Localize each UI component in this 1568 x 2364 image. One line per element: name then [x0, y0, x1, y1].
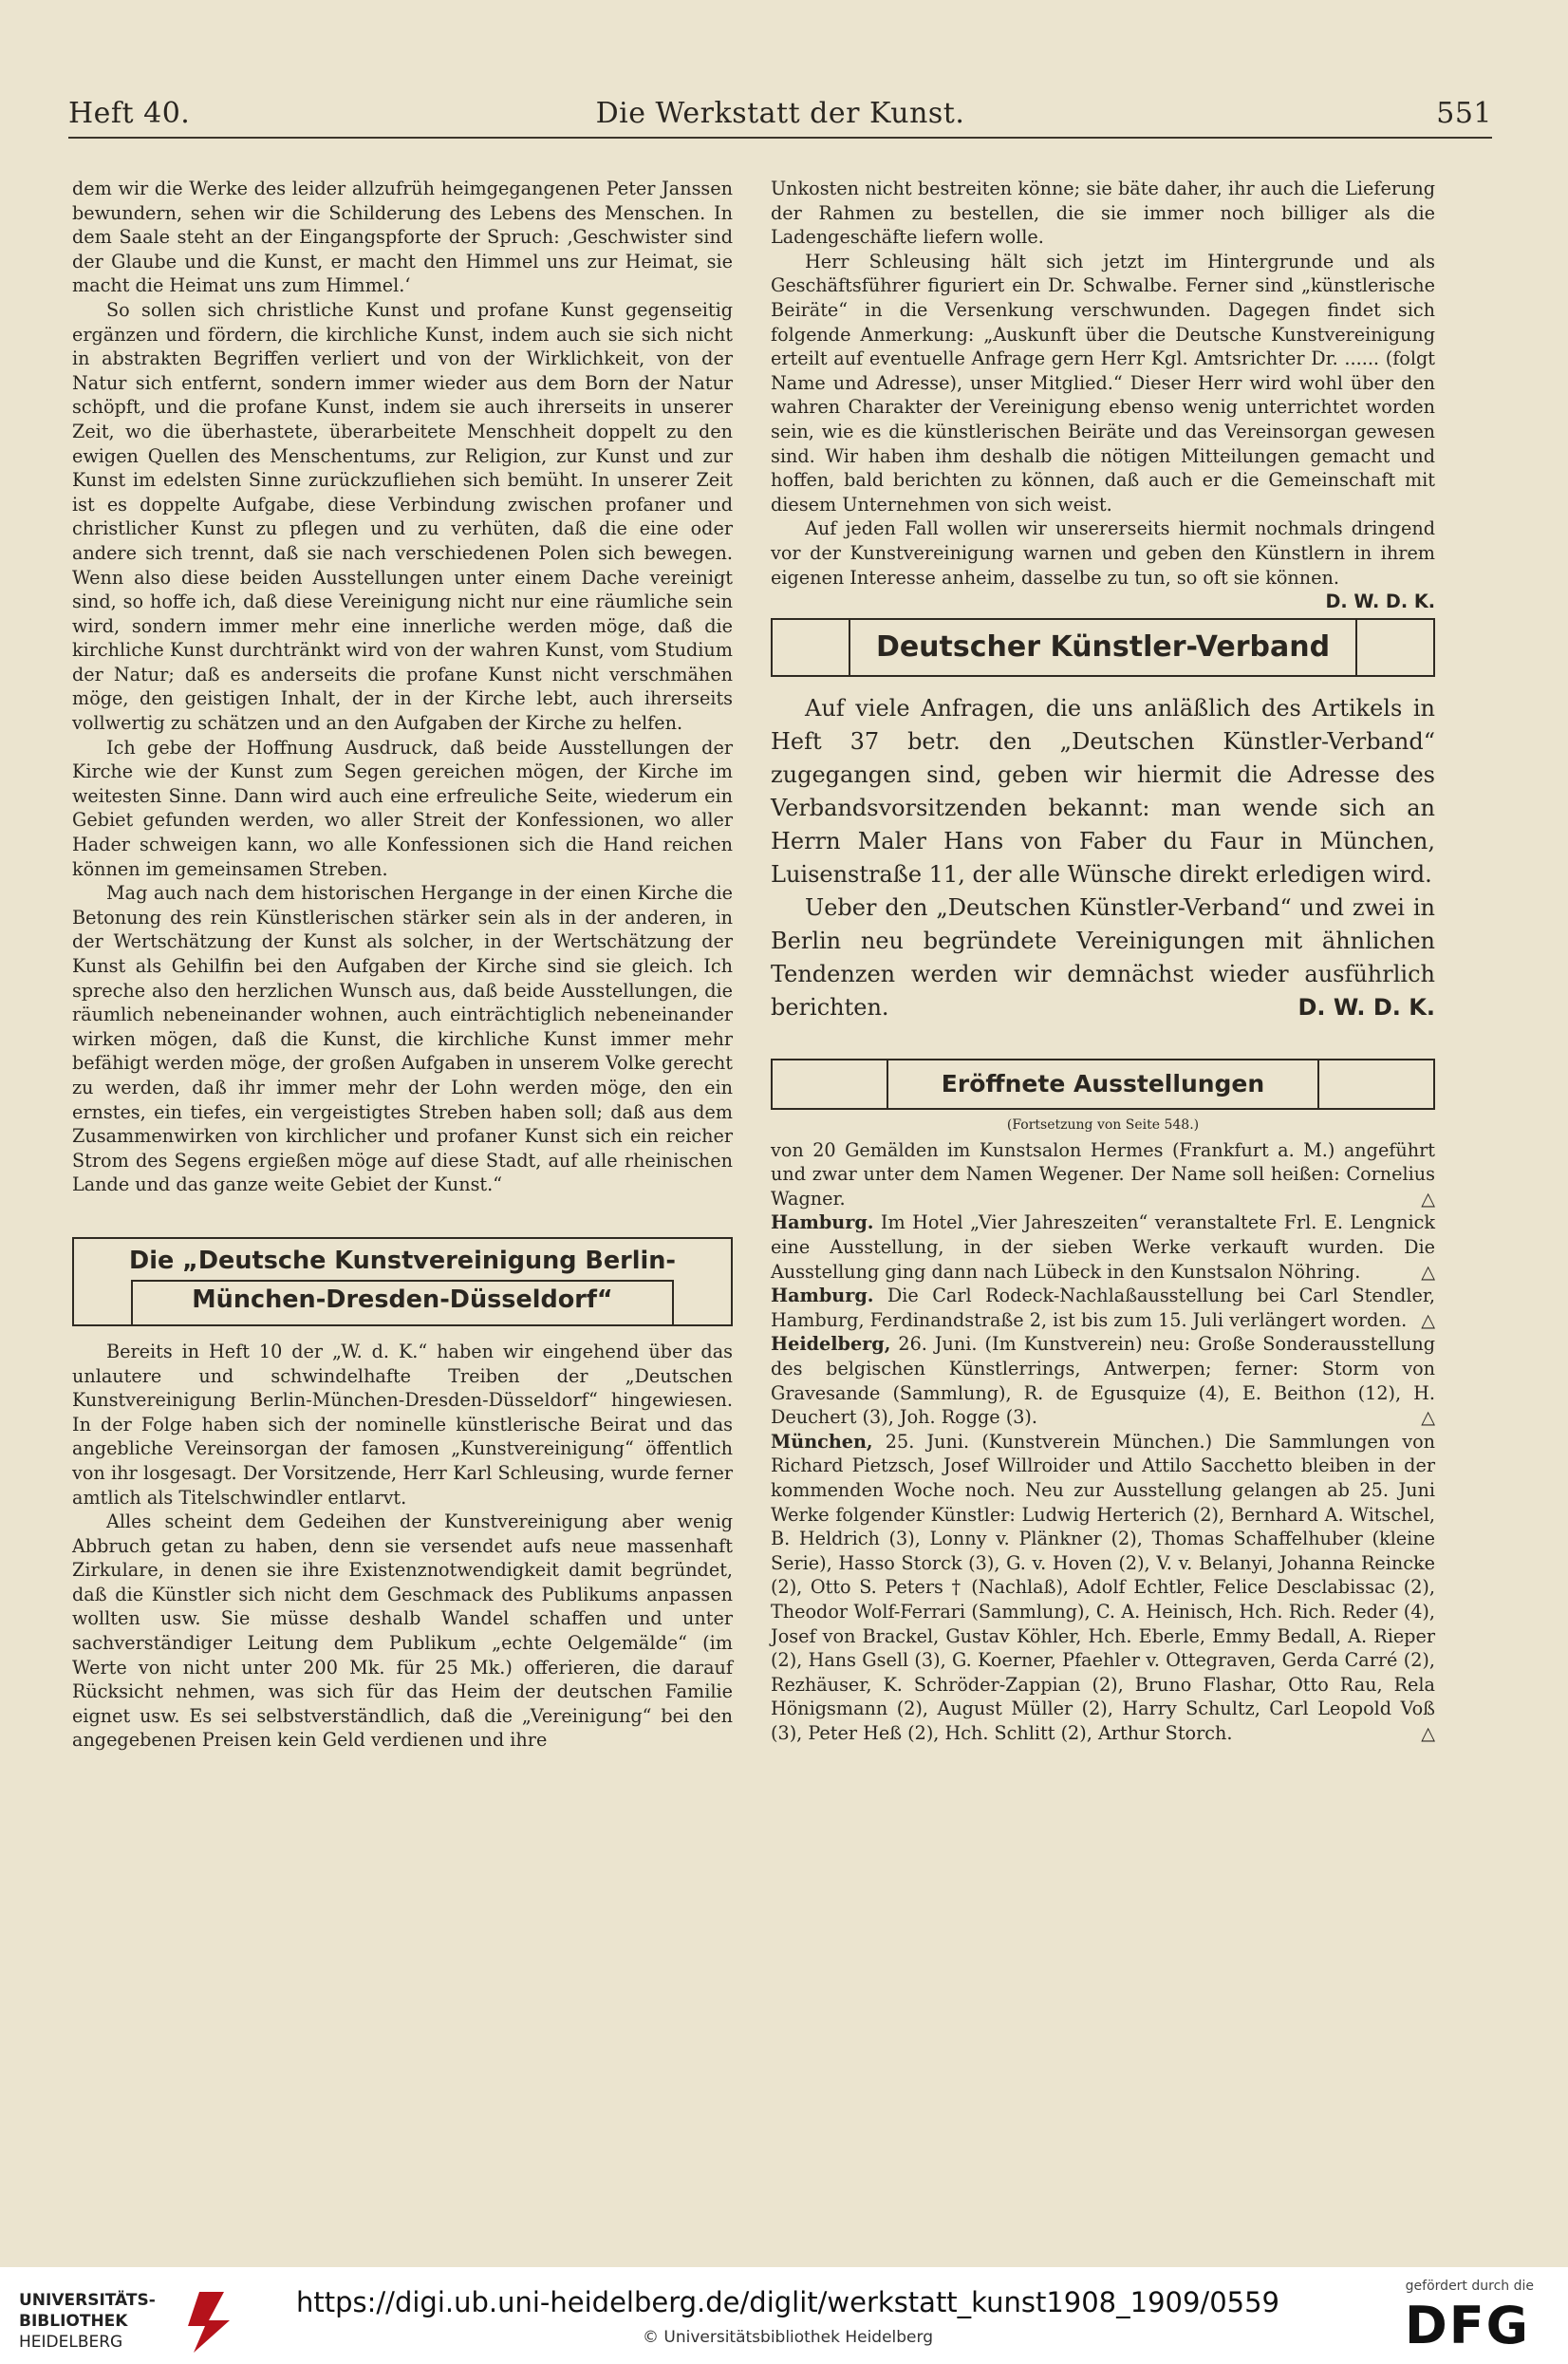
section-heading-box	[771, 1059, 1435, 1110]
journal-title: Die Werkstatt der Kunst.	[595, 97, 965, 130]
triangle-icon: △	[1421, 1187, 1435, 1210]
entry-place: Hamburg.	[771, 1211, 874, 1234]
right-column	[771, 177, 1435, 1746]
dfg-logo[interactable]: DFG	[1404, 2296, 1530, 2355]
entry-text: Die Carl Rodeck-Nachlaßausstellung bei Carl Stendler, Hamburg, Ferdinandstraße 2, ist bis zum 15. Juli verlängert worden.	[771, 1285, 1435, 1331]
section-heading: Eröffnete Ausstellungen	[887, 1060, 1319, 1108]
paragraph: Alles scheint dem Gedeihen der Kunstvereinigung aber wenig Abbruch getan zu haben, denn sie versendet aufs neue massenhaft Zirkulare, in denen sie ihre Existenznotwendigkeit damit begründet, daß die Künstler sich nicht dem Geschmack des Publikums anpassen wollten usw. Sie müsse deshalb Wandel schaffen und unter sachverständiger Leitung dem Publikum „echte Oelgemälde“ (im Werte von nicht unter 200 Mk. für 25 Mk.) offerieren, die darauf Rücksicht nehmen, was sich für das Heim der deutschen Familie eignet usw. Es sei selbstverständlich, daß die „Vereinigung“ bei den angegebenen Preisen kein Geld verdienen und ihre	[72, 1510, 733, 1752]
entry-place: München,	[771, 1430, 873, 1453]
page-header	[68, 97, 1492, 139]
signature: D. W. D. K.	[1297, 994, 1435, 1022]
triangle-icon: △	[1421, 1308, 1435, 1331]
section-heading-line1: Die „Deutsche Kunstvereinigung Berlin-	[129, 1246, 676, 1275]
paragraph: Ich gebe der Hoffnung Ausdruck, daß beide Ausstellungen der Kirche wie der Kunst zum Segen gereichen mögen, der Kirche im weitesten Sinne. Dann wird auch eine erfreuliche Seite, wiederum ein Gebiet gefunden werden, wo aller Streit der Konfessionen, wo aller Hader schweigen kann, wo alle Konfessionen sich die Hand reichen können im gemeinsamen Streben.	[72, 736, 733, 880]
paragraph	[771, 891, 1435, 1024]
paragraph: Auf viele Anfragen, die uns anläßlich des Artikels in Heft 37 betr. den „Deutschen Künstler-Verband“ zugegangen sind, geben wir hiermit die Adresse des Verbandsvorsitzenden bekannt: man wende sich an Herrn Maler Hans von Faber du Faur in München, Luisenstraße 11, der alle Wünsche direkt erledigen wird.	[771, 695, 1435, 889]
exhibition-entry	[771, 1138, 1435, 1211]
verband-notice	[771, 692, 1435, 1024]
paragraph: Unkosten nicht bestreiten könne; sie bäte daher, ihr auch die Lieferung der Rahmen zu bestellen, die sie immer noch billiger als die Ladengeschäfte liefern wolle.	[771, 178, 1435, 249]
paragraph: So sollen sich christliche Kunst und profane Kunst gegenseitig ergänzen und fördern, die kirchliche Kunst, indem auch sie sich nicht in abstrakten Begriffen verliert und von der Wirklichkeit, von der Natur sich entfernt, sondern immer wieder aus dem Born der Natur schöpft, und die profane Kunst, indem sie auch ihrerseits in unserer Zeit, wo die überhastete, überarbeitete Menschheit doppelt zu den ewigen Quellen des Menschentums, zur Religion, zur Kunst und zur Kunst im edelsten Sinne zurückzufliehen sich bemüht. In unserer Zeit ist es doppelte Aufgabe, diese Verbindung zwischen profaner und christlicher Kunst zu pflegen und zu verhüten, daß die eine oder andere sich trennt, daß sie nach verschiedenen Polen sich bewegen. Wenn also diese beiden Ausstellungen unter einem Dache vereinigt sind, so hoffe ich, daß diese Vereinigung nicht nur eine räumliche sein wird, sondern immer mehr eine innerliche werden möge, daß die kirchliche Kunst durchtränkt wird von der wahren Kunst, vom Studium der Natur; daß es anderseits die profane Kunst nicht verschmähen möge, den geistigen Inhalt, der in der Kirche lebt, auch ihrerseits vollwertig zu schätzen und an den Aufgaben der Kirche zu helfen.	[72, 298, 733, 735]
paragraph: Herr Schleusing hält sich jetzt im Hintergrunde und als Geschäftsführer figuriert ein Dr. Schwalbe. Ferner sind „künstlerische Beiräte“ in die Versenkung verschwunden. Dagegen findet sich folgende Anmerkung: „Auskunft über die Deutsche Kunstvereinigung erteilt auf eventuelle Anfrage gern Herr Kgl. Amtsrichter Dr. ...... (folgt Name und Adresse), unser Mitglied.“ Dieser Herr wird wohl über den wahren Charakter der Vereinigung ebenso wenig unterrichtet worden sein, wie es die künstlerischen Beiräte und das Vereinsorgan gewesen sind. Wir haben ihm deshalb die nötigen Mitteilungen gemacht und hoffen, bald berichten zu können, daß auch er die Gemeinschaft mit diesem Unternehmen von sich weist.	[771, 250, 1435, 516]
entry-text: Im Hotel „Vier Jahreszeiten“ veranstaltete Frl. E. Lengnick eine Ausstellung, in der sieben Werke verkauft wurden. Die Ausstellung ging dann nach Lübeck in den Kunstsalon Nöhring.	[771, 1211, 1435, 1283]
entry-text: von 20 Gemälden im Kunstsalon Hermes (Frankfurt a. M.) angeführt und zwar unter dem Namen Wegener. Der Name soll heißen: Cornelius Wagner.	[771, 1138, 1435, 1210]
funding-note: gefördert durch die	[1405, 2279, 1534, 2294]
continuation-note: (Fortsetzung von Seite 548.)	[1006, 1117, 1200, 1134]
viewer-footer	[0, 2267, 1568, 2364]
logo-line: BIBLIOTHEK	[19, 2312, 128, 2331]
logo-line: UNIVERSITÄTS-	[19, 2291, 156, 2310]
section-heading: Deutscher Künstler-Verband	[849, 620, 1357, 675]
entry-place: Heidelberg,	[771, 1333, 891, 1356]
entry-place: Hamburg.	[771, 1285, 874, 1307]
paragraph: Bereits in Heft 10 der „W. d. K.“ haben wir eingehend über das unlautere und schwindelhafte Treiben der „Deutschen Kunstvereinigung Berlin-München-Dresden-Düsseldorf“ hingewiesen. In der Folge haben sich der nominelle künstlerische Beirat und das angebliche Vereinsorgan der famosen „Kunstvereinigung“ öffentlich von ihr losgesagt. Der Vorsitzende, Herr Karl Schleusing, wurde ferner amtlich als Titelschwindler entlarvt.	[72, 1340, 733, 1509]
triangle-icon: △	[1421, 1406, 1435, 1429]
entry-text: 26. Juni. (Im Kunstverein) neu: Große Sonderausstellung des belgischen Künstlerrings, Antwerpen; ferner: Storm von Gravesande (Sammlung), R. de Egusquize (4), E. Beithon (12), H. Deuchert (3), Joh. Rogge (3).	[771, 1333, 1435, 1429]
section-heading-line2: München-Dresden-Düsseldorf“	[131, 1280, 674, 1324]
entry-text: 25. Juni. (Kunstverein München.) Die Sammlungen von Richard Pietzsch, Josef Willroider und Attilo Sacchetto bleiben in der kommenden Woche noch. Neu zur Ausstellung gelangen ab 25. Juni Werke folgender Künstler: Ludwig Herterich (2), Bernhard A. Witschel, B. Heldrich (3), Lonny v. Plänkner (2), Thomas Schaffelhuber (kleine Serie), Hasso Storck (3), G. v. Hoven (2), V. v. Belanyi, Johanna Reincke (2), Otto S. Peters † (Nachlaß), Adolf Echtler, Felice Desclabissac (2), Theodor Wolf-Ferrari (Sammlung), C. A. Heinisch, Hch. Rich. Reder (4), Josef von Brackel, Gustav Köhler, Hch. Eberle, Emmy Bedall, A. Rieper (2), Hans Gsell (3), G. Koerner, Pfaehler v. Ottegraven, Gerda Carré (2), Rezhäuser, K. Schröder-Zappian (2), Bruno Flashar, Otto Rau, Rela Hönigsmann (2), August Müller (2), Harry Schultz, Carl Leopold Voß (3), Peter Heß (2), Hch. Schlitt (2), Arthur Storch.	[771, 1430, 1435, 1744]
section-heading-box	[72, 1237, 733, 1326]
permalink-url[interactable]: https://digi.ub.uni-heidelberg.de/diglit/werkstatt_kunst1908_1909/0559	[296, 2286, 1279, 2318]
library-emblem-icon	[180, 2288, 237, 2355]
paragraph: Mag auch nach dem historischen Hergange in der einen Kirche die Betonung des rein Künstlerischen stärker sein als in der anderen, in der Wertschätzung der Kunst als solcher, in der Wertschätzung der Kunst als Gehilfin bei den Aufgaben der Kirche sind sie gleich. Ich spreche also den herzlichen Wunsch aus, daß beide Ausstellungen, die räumlich nebeneinander wohnen, auch einträchtiglich nebeneinander wirken mögen, daß die Kunst, die kirchliche Kunst immer mehr befähigt werden möge, der großen Aufgaben in unserem Volke gerecht zu werden, daß ihr immer mehr der Lohn werden möge, den ein ernstes, ein tiefes, ein vergeistigtes Streben haben soll; daß aus dem Zusammenwirken von kirchlicher und profaner Kunst sich ein reicher Strom des Segens ergießen möge auf diese Stadt, auf alle rheinischen Lande und das ganze weite Gebiet der Kunst.“	[72, 882, 733, 1196]
signature: D. W. D. K.	[1325, 591, 1435, 613]
paragraph: dem wir die Werke des leider allzufrüh heimgegangenen Peter Janssen bewundern, sehen wir die Schilderung des Lebens des Menschen. In dem Saale steht an der Eingangspforte der Spruch: ‚Geschwister sind der Glaube und die Kunst, er macht den Himmel uns zur Heimat, sie macht die Heimat uns zum Himmel.‘	[72, 178, 733, 297]
triangle-icon: △	[1421, 1260, 1435, 1283]
issue-number: Heft 40.	[68, 97, 191, 130]
exhibition-entry	[771, 1284, 1435, 1332]
page-number: 551	[1436, 97, 1492, 130]
logo-line: HEIDELBERG	[19, 2333, 123, 2352]
library-logo[interactable]	[19, 2280, 285, 2356]
exhibition-entry	[771, 1430, 1435, 1746]
left-column	[72, 177, 733, 1753]
exhibition-entry	[771, 1332, 1435, 1429]
paragraph	[771, 516, 1435, 613]
copyright-notice: © Universitätsbibliothek Heidelberg	[642, 2328, 933, 2347]
paragraph-text: Auf jeden Fall wollen wir unsererseits hiermit nochmals dringend vor der Kunstvereinigung warnen und geben den Künstlern in ihrem eigenen Interesse anheim, dasselbe zu tun, so oft sie können.	[771, 517, 1435, 589]
library-name	[19, 2290, 156, 2353]
exhibition-entry	[771, 1210, 1435, 1284]
triangle-icon: △	[1421, 1721, 1435, 1744]
paragraph-text: Ueber den „Deutschen Künstler-Verband“ und zwei in Berlin neu begründete Vereinigungen mit ähnlichen Tendenzen werden wir demnächst wieder ausführlich berichten.	[771, 894, 1435, 1022]
section-heading-box	[771, 618, 1435, 677]
